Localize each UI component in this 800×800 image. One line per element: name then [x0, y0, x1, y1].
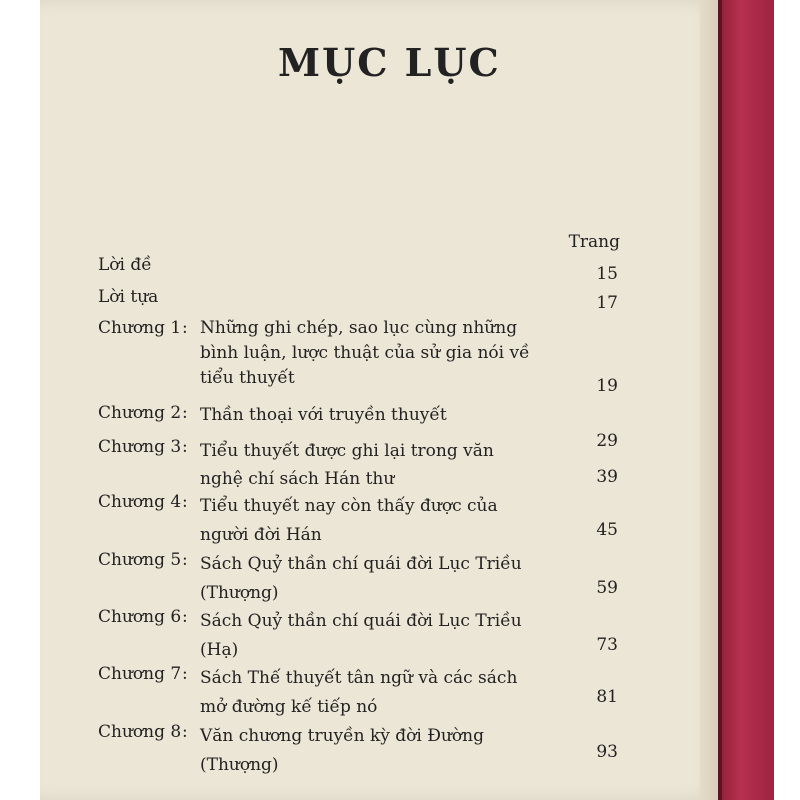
entry-page: 17: [596, 293, 618, 313]
entry-title: Những ghi chép, sao lục cùng những bình luận, lược thuật của sử gia nói về tiểu thuyết: [200, 318, 530, 388]
page-column-header: Trang: [568, 232, 620, 252]
entry-title: Tiểu thuyết được ghi lại trong văn nghệ chí sách Hán thư: [200, 441, 494, 489]
entry-page: 73: [596, 635, 618, 655]
entry-title: Tiểu thuyết nay còn thấy được của người đời Hán: [200, 496, 498, 545]
entry-page: 59: [596, 578, 618, 598]
page-edge: [700, 0, 720, 800]
entry-label: Chương 3: [98, 437, 182, 457]
toc-title: MỤC LỤC: [278, 40, 501, 85]
entry-label: Lời đề: [98, 255, 152, 275]
entry-colon: :: [182, 664, 188, 684]
book-cover: [718, 0, 774, 800]
entry-label: Chương 6: [98, 607, 182, 627]
entry-page: 19: [596, 376, 618, 396]
entry-colon: :: [182, 607, 188, 627]
entry-label: Lời tựa: [98, 287, 159, 307]
entry-page: 81: [596, 687, 618, 707]
entry-title: Sách Quỷ thần chí quái đời Lục Triều (Hạ): [200, 611, 522, 660]
entry-label: Chương 4: [98, 492, 182, 512]
entry-colon: :: [182, 437, 188, 457]
entry-colon: :: [182, 492, 188, 512]
cover-shadow: [718, 0, 722, 800]
entry-colon: :: [182, 722, 188, 742]
entry-page: 29: [596, 431, 618, 451]
entry-label: Chương 2: [98, 403, 182, 423]
entry-title: Sách Quỷ thần chí quái đời Lục Triều (Thượng): [200, 554, 522, 603]
entry-page: 45: [596, 520, 618, 540]
entry-label: Chương 1: [98, 318, 182, 338]
entry-colon: :: [182, 318, 188, 338]
entry-title: Sách Thế thuyết tân ngữ và các sách mở đường kế tiếp nó: [200, 668, 518, 717]
entry-page: 15: [596, 264, 618, 284]
entry-colon: :: [182, 550, 188, 570]
entry-label: Chương 5: [98, 550, 182, 570]
entry-page: 93: [596, 742, 618, 762]
entry-label: Chương 8: [98, 722, 182, 742]
entry-label: Chương 7: [98, 664, 182, 684]
entry-page: 39: [596, 467, 618, 487]
entry-title: Văn chương truyền kỳ đời Đường (Thượng): [200, 726, 484, 775]
entry-colon: :: [182, 403, 188, 423]
entry-title: Thần thoại với truyền thuyết: [200, 405, 447, 425]
